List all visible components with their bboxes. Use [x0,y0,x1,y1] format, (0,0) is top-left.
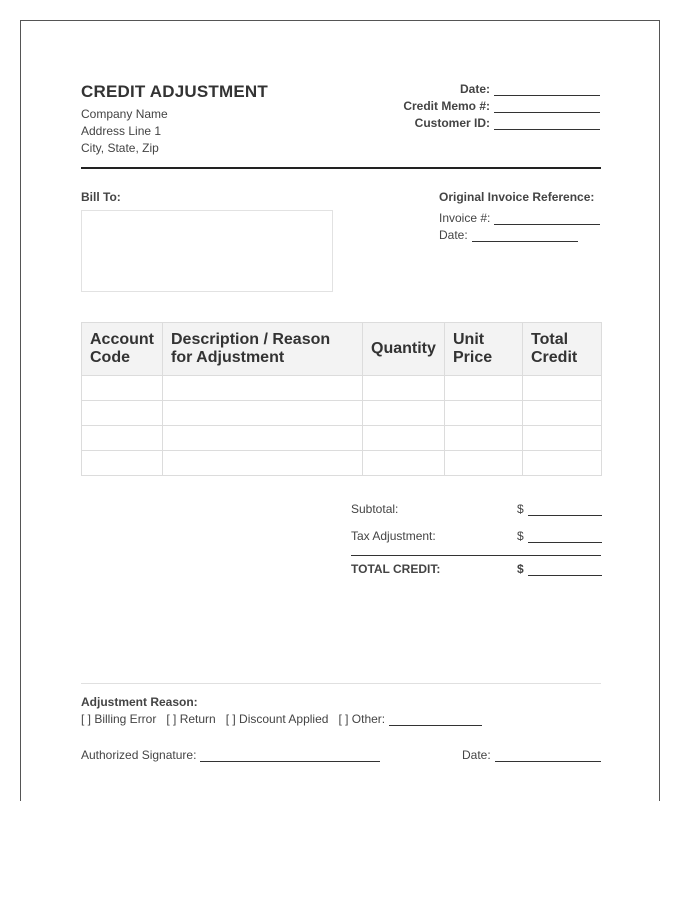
bill-to-box[interactable] [81,210,333,292]
cell-account-code[interactable] [82,401,163,426]
reason-return[interactable]: [ ] Return [166,712,216,726]
subtotal-value [517,502,602,516]
reason-other-field[interactable] [389,714,482,726]
cell-quantity[interactable] [363,376,445,401]
cell-quantity[interactable] [363,426,445,451]
table-row [82,401,602,426]
total-credit-field[interactable] [528,564,602,576]
total-credit-value [517,562,602,576]
meta-customer-id-field[interactable] [494,118,600,130]
cell-account-code[interactable] [82,426,163,451]
original-invoice-heading: Original Invoice Reference: [439,190,595,204]
meta-credit-memo-label: Credit Memo #: [403,99,490,113]
invoice-date-label: Date: [439,228,468,242]
authorized-signature-label: Authorized Signature: [81,748,197,762]
meta-customer-id-row [415,116,600,130]
invoice-number-label: Invoice #: [439,211,491,225]
cell-description[interactable] [163,426,363,451]
tax-adjustment-field[interactable] [528,531,602,543]
invoice-date-field[interactable] [472,230,578,242]
cell-total-credit[interactable] [523,426,602,451]
meta-customer-id-label: Customer ID: [414,116,490,130]
adjustment-reason-heading: Adjustment Reason: [81,695,198,709]
cell-description[interactable] [163,451,363,476]
adjustment-table [81,322,602,476]
header-unit-price: Unit Price [445,323,523,376]
reason-discount-applied[interactable]: [ ] Discount Applied [225,712,329,726]
header-description: Description / Reason for Adjustment [163,323,363,376]
header-quantity: Quantity [363,323,445,376]
signature-date-row [462,748,601,762]
total-currency: $ [517,562,524,576]
cell-unit-price[interactable] [445,376,523,401]
cell-total-credit[interactable] [523,376,602,401]
company-city-state-zip: City, State, Zip [81,141,159,155]
signature-date-label: Date: [462,748,491,762]
bill-to-label: Bill To: [81,190,121,204]
totals-divider [351,555,601,556]
meta-date-row [460,82,600,96]
company-name: Company Name [81,107,168,121]
footer-divider [81,683,601,684]
cell-quantity[interactable] [363,401,445,426]
cell-account-code[interactable] [82,451,163,476]
signature-date-field[interactable] [495,750,601,762]
invoice-number-field[interactable] [494,213,600,225]
cell-unit-price[interactable] [445,426,523,451]
table-row [82,451,602,476]
header-divider [81,167,601,169]
table-row [82,376,602,401]
subtotal-field[interactable] [528,504,602,516]
cell-unit-price[interactable] [445,451,523,476]
subtotal-currency: $ [517,502,524,516]
table-header-row [82,323,602,376]
cell-description[interactable] [163,376,363,401]
invoice-number-row [439,211,600,225]
cell-description[interactable] [163,401,363,426]
document-title: CREDIT ADJUSTMENT [81,82,268,101]
cell-account-code[interactable] [82,376,163,401]
header-total-credit: Total Credit [523,323,602,376]
cell-total-credit[interactable] [523,401,602,426]
company-address: Address Line 1 [81,124,162,138]
meta-credit-memo-row [403,99,600,113]
meta-date-label: Date: [459,82,490,96]
authorized-signature-field[interactable] [200,750,380,762]
cell-quantity[interactable] [363,451,445,476]
table-row [82,426,602,451]
header-account-code: Account Code [82,323,163,376]
tax-adjustment-label: Tax Adjustment: [351,529,436,543]
adjustment-reason-options [81,712,482,726]
cell-total-credit[interactable] [523,451,602,476]
total-credit-label: TOTAL CREDIT: [351,562,441,576]
tax-currency: $ [517,529,524,543]
meta-credit-memo-field[interactable] [494,101,600,113]
subtotal-label: Subtotal: [351,502,399,516]
meta-date-field[interactable] [494,84,600,96]
reason-billing-error[interactable]: [ ] Billing Error [81,712,157,726]
tax-adjustment-value [517,529,602,543]
invoice-date-row [439,228,578,242]
reason-other[interactable]: [ ] Other: [338,712,386,726]
document-page [20,20,660,801]
cell-unit-price[interactable] [445,401,523,426]
authorized-signature-row [81,748,380,762]
